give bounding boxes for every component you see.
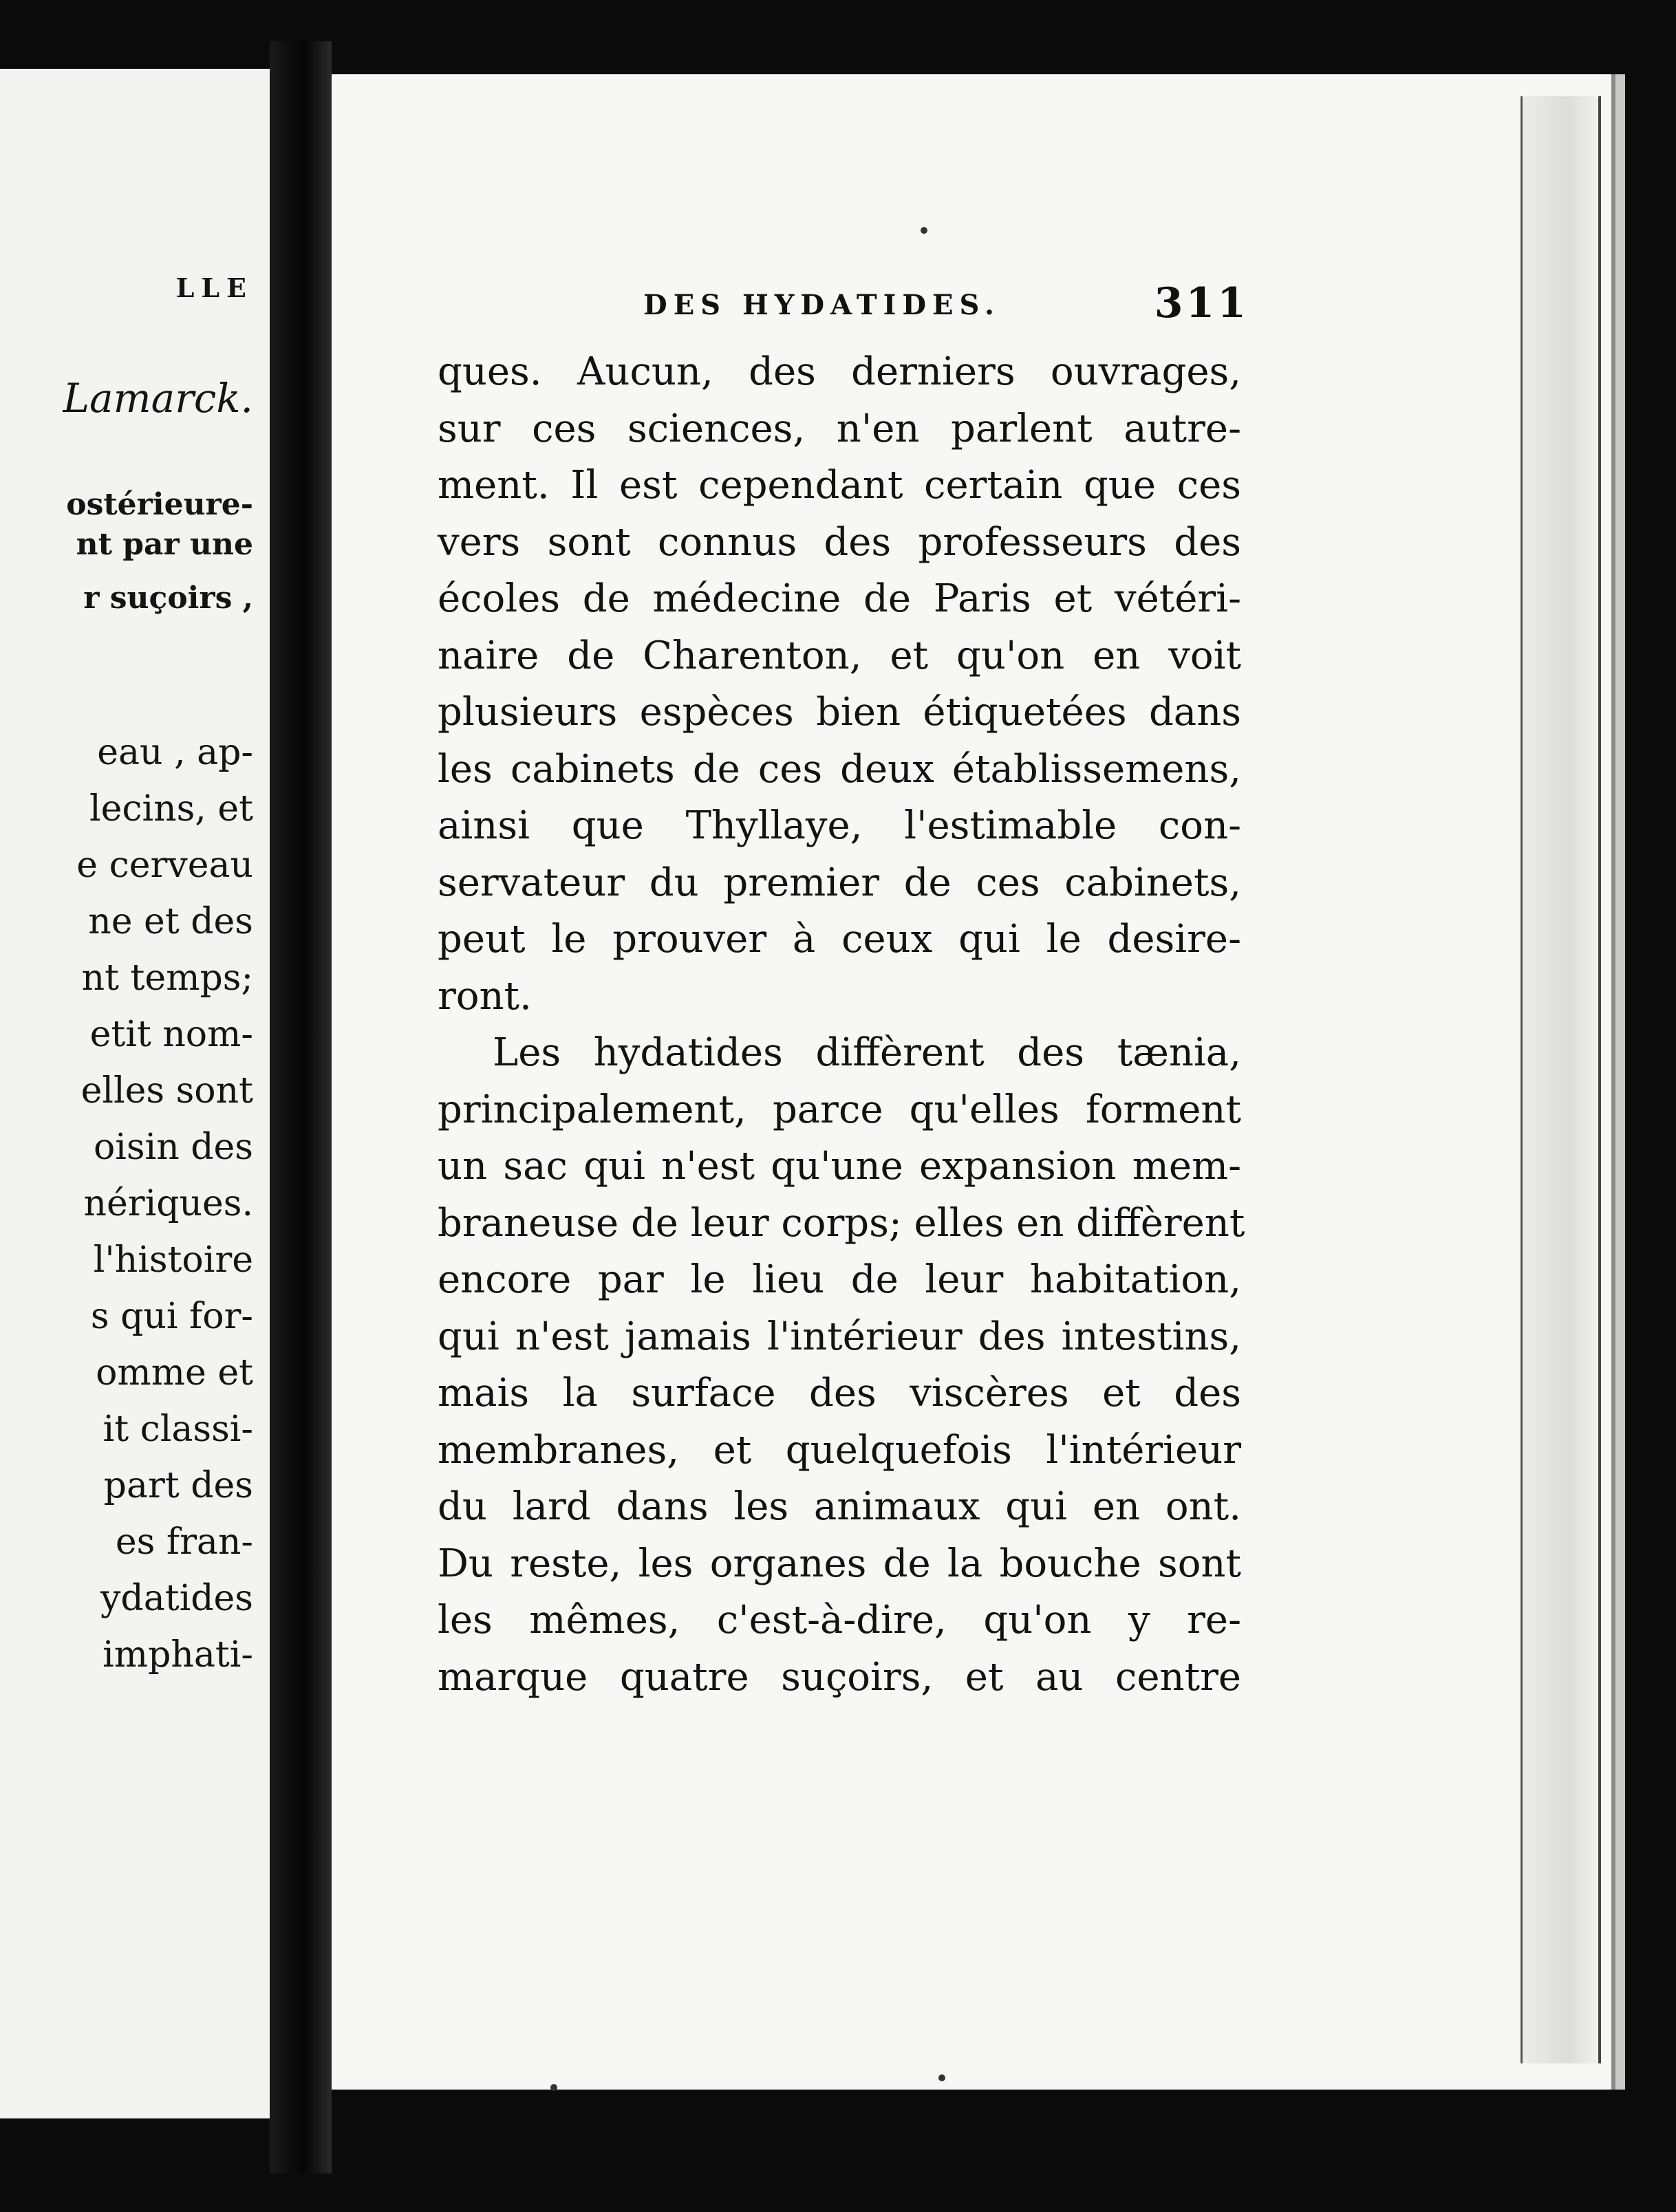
left-running-head: LLE	[175, 272, 253, 303]
left-line: r suçoirs ,	[83, 581, 253, 616]
text-line: ainsi que Thyllaye, l'estimable con-	[438, 803, 1241, 848]
left-line: ne et des	[88, 901, 253, 942]
left-line: imphati-	[103, 1634, 253, 1676]
text-line: peut le prouver à ceux qui le desire-	[438, 917, 1241, 962]
text-line: Les hydatides diffèrent des tænia,	[493, 1030, 1241, 1075]
ink-speck	[938, 2074, 945, 2081]
text-line: marque quatre suçoirs, et au centre	[438, 1654, 1241, 1700]
book-gutter	[270, 41, 332, 2173]
left-line: lecins, et	[89, 788, 253, 830]
left-line: oisin des	[93, 1127, 253, 1168]
text-line: plusieurs espèces bien étiquetées dans	[438, 690, 1241, 735]
text-line: membranes, et quelquefois l'intérieur	[438, 1427, 1241, 1473]
page-number: 311	[1154, 279, 1249, 327]
left-line: nt temps;	[81, 957, 253, 999]
left-line: nériques.	[83, 1183, 253, 1224]
left-line: eau , ap-	[97, 732, 253, 773]
text-line: un sac qui n'est qu'une expansion mem-	[438, 1144, 1241, 1189]
left-line: l'histoire	[93, 1239, 253, 1281]
body-text	[438, 344, 1245, 1706]
left-line: part des	[103, 1465, 253, 1506]
text-line: naire de Charenton, et qu'on en voit	[438, 633, 1241, 678]
left-page	[0, 69, 270, 2118]
left-line: s qui for-	[90, 1296, 253, 1337]
ink-speck	[550, 2084, 557, 2091]
left-line: e cerveau	[76, 845, 253, 886]
text-line: ment. Il est cependant certain que ces	[438, 463, 1241, 508]
left-line: etit nom-	[89, 1014, 253, 1055]
text-line: du lard dans les animaux qui en ont.	[438, 1484, 1241, 1529]
text-line: vers sont connus des professeurs des	[438, 519, 1241, 565]
text-line: écoles de médecine de Paris et vétéri-	[438, 576, 1241, 621]
left-line: ydatides	[100, 1578, 253, 1619]
left-line: ostérieure-	[66, 487, 253, 522]
text-line: mais la surface des viscères et des	[438, 1371, 1241, 1416]
page-header	[643, 279, 1249, 330]
text-line: ques. Aucun, des derniers ouvrages,	[438, 349, 1241, 394]
text-line: principalement, parce qu'elles forment	[438, 1087, 1241, 1132]
left-line: omme et	[96, 1352, 253, 1394]
ink-speck	[921, 227, 927, 234]
left-line: Lamarck.	[63, 375, 253, 422]
page-edge	[1521, 96, 1601, 2063]
text-line: ront.	[438, 973, 532, 1019]
running-head: DES HYDATIDES.	[643, 289, 1000, 321]
text-line: braneuse de leur corps; elles en diffèrent	[438, 1200, 1245, 1246]
left-line: it classi-	[103, 1409, 253, 1450]
text-line: les cabinets de ces deux établissemens,	[438, 746, 1241, 792]
left-line: elles sont	[80, 1070, 253, 1112]
text-line: les mêmes, c'est-à-dire, qu'on y re-	[438, 1598, 1241, 1642]
text-line: Du reste, les organes de la bouche sont	[438, 1541, 1241, 1586]
left-line: nt par une	[76, 527, 253, 562]
text-line: encore par le lieu de leur habitation,	[438, 1257, 1241, 1302]
left-line: es fran-	[115, 1521, 253, 1563]
text-line: sur ces sciences, n'en parlent autre-	[438, 406, 1241, 451]
text-line: servateur du premier de ces cabinets,	[438, 860, 1241, 905]
text-line: qui n'est jamais l'intérieur des intestins,	[438, 1314, 1241, 1359]
